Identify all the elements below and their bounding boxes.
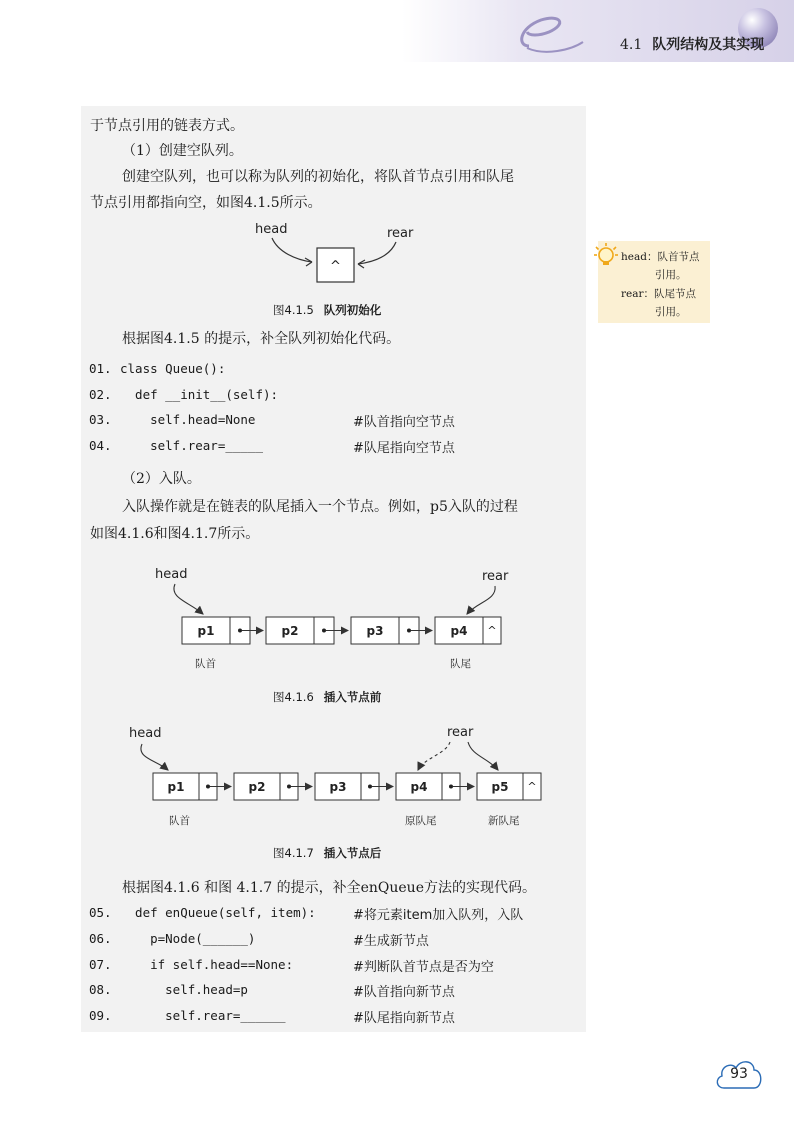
fig417-caption-text: 插入节点后 bbox=[323, 846, 382, 860]
code-line-number: 05. bbox=[89, 905, 112, 920]
figure-4-1-5-diagram bbox=[250, 218, 430, 292]
fig416-head-label: head bbox=[155, 567, 188, 582]
code-line-comment: #队首指向新节点 bbox=[353, 985, 455, 1001]
note-rear-term: rear： bbox=[621, 288, 655, 300]
code-line-text: self.rear=______ bbox=[120, 1008, 286, 1024]
code-line-text: p=Node(______) bbox=[120, 930, 256, 946]
code-line-number: 06. bbox=[89, 930, 112, 946]
fig416-number: 图4.1.6 bbox=[273, 690, 314, 704]
code-line-text: if self.head==None: bbox=[120, 956, 294, 972]
running-header bbox=[620, 34, 764, 54]
code-line-text: self.head=None bbox=[120, 412, 256, 427]
header-section-number: 4.1 bbox=[620, 37, 643, 53]
code-line-comment: #队尾指向空节点 bbox=[353, 440, 455, 456]
code-line-text: self.rear=_____ bbox=[120, 437, 263, 453]
para-create-line1: 创建空队列，也可以称为队列的初始化，将队首节点引用和队尾 bbox=[122, 169, 514, 185]
note-head-desc1: 队首节点 bbox=[657, 251, 700, 263]
fig417-null-symbol: ^ bbox=[527, 780, 537, 793]
fig415-caption-text: 队列初始化 bbox=[323, 303, 382, 317]
fig417-head-arrow bbox=[141, 744, 168, 770]
para-enqueue-line2: 如图4.1.6和图4.1.7所示。 bbox=[90, 526, 260, 542]
fig416-node-p4-label: p4 bbox=[450, 624, 468, 638]
fig415-rear-label: rear bbox=[387, 226, 414, 241]
note-rear-desc2: 引用。 bbox=[655, 306, 687, 318]
note-rear-line1 bbox=[621, 286, 696, 302]
prompt-init-code: 根据图4.1.5 的提示，补全队列初始化代码。 bbox=[122, 331, 401, 347]
fig416-null-symbol: ^ bbox=[487, 624, 497, 637]
fig417-node-p1-label: p1 bbox=[167, 780, 185, 794]
fig417-head-label: head bbox=[129, 726, 162, 741]
prompt-enqueue-code: 根据图4.1.6 和图 4.1.7 的提示，补全enQueue方法的实现代码。 bbox=[122, 880, 536, 896]
code-line-number: 07. bbox=[89, 956, 112, 972]
code-line-comment: #将元素item加入队列，入队 bbox=[353, 908, 524, 923]
figure-4-1-7-diagram bbox=[120, 720, 550, 832]
fig416-rear-arrow bbox=[467, 586, 495, 614]
fig417-node-p5-label: p5 bbox=[491, 780, 509, 794]
intro-line: 于节点引用的链表方式。 bbox=[90, 118, 244, 134]
code-line-number: 02. bbox=[89, 386, 112, 402]
fig417-node-p2-label: p2 bbox=[248, 780, 266, 794]
figure-4-1-5-caption bbox=[273, 302, 381, 318]
code-line-text: class Queue(): bbox=[120, 361, 226, 376]
fig417-new-rear-caption: 新队尾 bbox=[488, 815, 520, 827]
figure-4-1-6-caption bbox=[273, 689, 381, 705]
code-line-text: def enQueue(self, item): bbox=[120, 905, 316, 920]
header-section-title: 队列结构及其实现 bbox=[652, 37, 765, 53]
fig416-rear-label: rear bbox=[482, 569, 509, 584]
fig416-node-p1-label: p1 bbox=[197, 624, 215, 638]
code-line-number: 04. bbox=[89, 437, 112, 453]
code-line-number: 09. bbox=[89, 1008, 112, 1024]
fig416-caption-text: 插入节点前 bbox=[323, 690, 382, 704]
code-line-comment: #队首指向空节点 bbox=[353, 415, 455, 430]
code-line-comment: #生成新节点 bbox=[353, 933, 429, 949]
fig416-front-label: 队首 bbox=[195, 658, 216, 670]
fig417-number: 图4.1.7 bbox=[273, 846, 314, 860]
fig417-old-rear-arrow bbox=[418, 742, 450, 770]
heading-create-queue: （1）创建空队列。 bbox=[122, 143, 243, 159]
fig415-head-label: head bbox=[255, 222, 288, 237]
header-swoosh-logo bbox=[515, 6, 585, 60]
figure-4-1-7-caption bbox=[273, 845, 381, 861]
code-line-comment: #判断队首节点是否为空 bbox=[353, 959, 494, 975]
para-create-line2: 节点引用都指向空，如图4.1.5所示。 bbox=[90, 195, 322, 211]
lightbulb-icon bbox=[593, 242, 619, 268]
fig417-front-label: 队首 bbox=[169, 815, 190, 827]
fig417-node-p4-label: p4 bbox=[410, 780, 428, 794]
code-line-number: 03. bbox=[89, 412, 112, 427]
fig416-node-p3-label: p3 bbox=[366, 624, 384, 638]
fig417-old-rear-caption: 原队尾 bbox=[405, 815, 437, 827]
code-line-text: self.head=p bbox=[120, 982, 248, 998]
fig415-number: 图4.1.5 bbox=[273, 303, 314, 317]
fig416-head-arrow bbox=[174, 584, 203, 614]
note-head-desc2: 引用。 bbox=[655, 269, 687, 281]
fig416-rear-caption: 队尾 bbox=[450, 658, 471, 670]
code-line-number: 08. bbox=[89, 982, 112, 998]
heading-enqueue: （2）入队。 bbox=[122, 471, 201, 487]
fig415-null-symbol: ^ bbox=[330, 259, 341, 274]
note-rear-desc1: 队尾节点 bbox=[654, 288, 697, 300]
code-line-comment: #队尾指向新节点 bbox=[353, 1011, 455, 1027]
fig416-node-p2-label: p2 bbox=[281, 624, 299, 638]
code-line-text: def __init__(self): bbox=[120, 386, 279, 402]
code-line-number: 01. bbox=[89, 361, 112, 376]
figure-4-1-6-diagram bbox=[145, 562, 515, 672]
page-number: 93 bbox=[730, 1066, 748, 1082]
para-enqueue-line1: 入队操作就是在链表的队尾插入一个节点。例如，p5入队的过程 bbox=[122, 499, 518, 515]
note-head-term: head： bbox=[621, 251, 658, 263]
fig417-rear-label: rear bbox=[447, 725, 474, 740]
note-head-line1 bbox=[621, 249, 699, 265]
fig417-new-rear-arrow bbox=[468, 742, 498, 770]
fig417-node-p3-label: p3 bbox=[329, 780, 347, 794]
